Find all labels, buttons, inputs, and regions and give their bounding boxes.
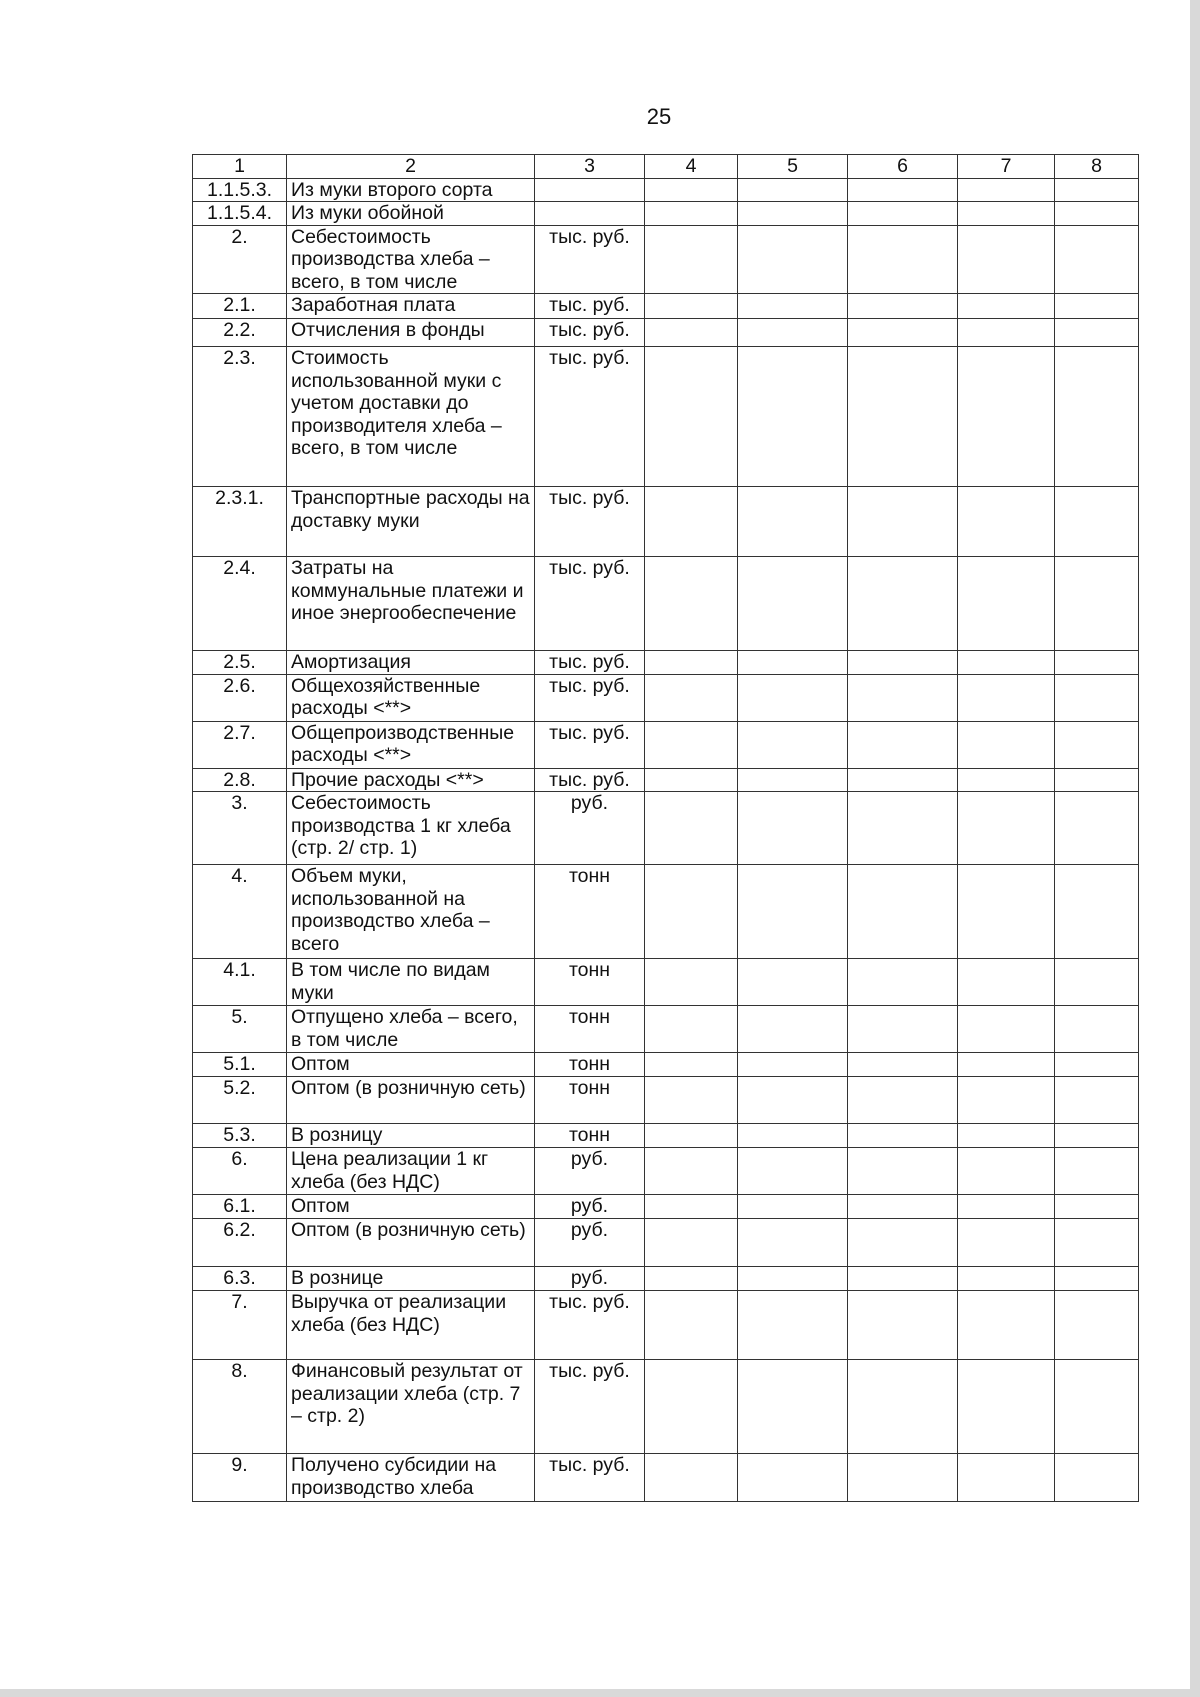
empty-cell-col-7 [958,294,1055,319]
row-number: 2.8. [193,768,287,792]
empty-cell-col-5 [738,225,848,294]
empty-cell-col-5 [738,721,848,768]
row-number: 5. [193,1006,287,1053]
row-name: Оптом [287,1195,535,1219]
row-unit: тыс. руб. [535,721,645,768]
table-row [193,319,1139,347]
table-row [193,1291,1139,1360]
row-name: Стоимость использованной муки с учетом доставки до производителя хлеба – всего, в том числе [287,347,535,487]
table-row [193,347,1139,487]
row-name: Затраты на коммунальные платежи и иное энергообеспечение [287,557,535,651]
row-name: Амортизация [287,651,535,675]
empty-cell-col-7 [958,178,1055,202]
empty-cell-col-6 [848,557,958,651]
table-row [193,225,1139,294]
table-row [193,674,1139,721]
empty-cell-col-8 [1055,1291,1139,1360]
empty-cell-col-7 [958,1454,1055,1502]
row-unit: тонн [535,1124,645,1148]
header-cell-2: 2 [287,155,535,179]
empty-cell-col-4 [645,792,738,865]
empty-cell-col-5 [738,674,848,721]
empty-cell-col-8 [1055,721,1139,768]
row-name: Цена реализации 1 кг хлеба (без НДС) [287,1148,535,1195]
row-number: 5.1. [193,1053,287,1077]
table-row [193,1360,1139,1454]
empty-cell-col-6 [848,959,958,1006]
row-number: 7. [193,1291,287,1360]
row-name: Финансовый результат от реализации хлеба (стр. 7 – стр. 2) [287,1360,535,1454]
row-unit: тыс. руб. [535,294,645,319]
empty-cell-col-8 [1055,959,1139,1006]
empty-cell-col-5 [738,1219,848,1267]
table-row [193,651,1139,675]
empty-cell-col-7 [958,557,1055,651]
row-number: 5.3. [193,1124,287,1148]
empty-cell-col-6 [848,865,958,959]
empty-cell-col-8 [1055,1148,1139,1195]
row-number: 2.3. [193,347,287,487]
row-unit [535,202,645,226]
page-edge-bottom [0,1689,1200,1697]
empty-cell-col-5 [738,768,848,792]
empty-cell-col-6 [848,202,958,226]
row-number: 4.1. [193,959,287,1006]
empty-cell-col-8 [1055,1454,1139,1502]
empty-cell-col-7 [958,1124,1055,1148]
empty-cell-col-6 [848,1219,958,1267]
empty-cell-col-5 [738,959,848,1006]
row-number: 6. [193,1148,287,1195]
empty-cell-col-6 [848,487,958,557]
row-unit [535,178,645,202]
empty-cell-col-8 [1055,319,1139,347]
table-row [193,721,1139,768]
empty-cell-col-5 [738,178,848,202]
empty-cell-col-7 [958,1053,1055,1077]
empty-cell-col-6 [848,1148,958,1195]
empty-cell-col-8 [1055,1267,1139,1291]
empty-cell-col-6 [848,1053,958,1077]
row-unit: тонн [535,1053,645,1077]
row-number: 2.3.1. [193,487,287,557]
header-cell-8: 8 [1055,155,1139,179]
row-number: 1.1.5.3. [193,178,287,202]
row-number: 1.1.5.4. [193,202,287,226]
empty-cell-col-8 [1055,178,1139,202]
row-number: 3. [193,792,287,865]
row-unit: тыс. руб. [535,1291,645,1360]
empty-cell-col-4 [645,651,738,675]
row-number: 6.1. [193,1195,287,1219]
table-row [193,1195,1139,1219]
empty-cell-col-5 [738,1148,848,1195]
table-row [193,865,1139,959]
empty-cell-col-8 [1055,768,1139,792]
table-row [193,1124,1139,1148]
empty-cell-col-7 [958,1077,1055,1124]
header-cell-3: 3 [535,155,645,179]
row-number: 2.2. [193,319,287,347]
row-unit: тыс. руб. [535,487,645,557]
empty-cell-col-6 [848,651,958,675]
empty-cell-col-4 [645,865,738,959]
empty-cell-col-6 [848,294,958,319]
data-table [192,154,1139,1502]
empty-cell-col-6 [848,225,958,294]
row-unit: руб. [535,1267,645,1291]
row-name: Общепроизводственные расходы <**> [287,721,535,768]
empty-cell-col-8 [1055,792,1139,865]
row-name: Общехозяйственные расходы <**> [287,674,535,721]
empty-cell-col-8 [1055,347,1139,487]
empty-cell-col-5 [738,1360,848,1454]
row-name: Себестоимость производства 1 кг хлеба (стр. 2/ стр. 1) [287,792,535,865]
empty-cell-col-4 [645,487,738,557]
row-name: Из муки второго сорта [287,178,535,202]
empty-cell-col-7 [958,1148,1055,1195]
empty-cell-col-4 [645,1077,738,1124]
empty-cell-col-4 [645,1267,738,1291]
empty-cell-col-7 [958,202,1055,226]
empty-cell-col-5 [738,651,848,675]
empty-cell-col-6 [848,1077,958,1124]
empty-cell-col-4 [645,1219,738,1267]
empty-cell-col-7 [958,1291,1055,1360]
row-number: 5.2. [193,1077,287,1124]
empty-cell-col-4 [645,1195,738,1219]
empty-cell-col-5 [738,294,848,319]
row-name: Заработная плата [287,294,535,319]
row-unit: руб. [535,1195,645,1219]
table-row [193,1006,1139,1053]
empty-cell-col-6 [848,1291,958,1360]
empty-cell-col-5 [738,1124,848,1148]
row-name: Оптом (в розничную сеть) [287,1219,535,1267]
row-name: Объем муки, использованной на производство хлеба – всего [287,865,535,959]
row-unit: руб. [535,1219,645,1267]
empty-cell-col-7 [958,959,1055,1006]
row-unit: руб. [535,1148,645,1195]
row-unit: тыс. руб. [535,225,645,294]
empty-cell-col-4 [645,1360,738,1454]
row-number: 4. [193,865,287,959]
empty-cell-col-8 [1055,651,1139,675]
empty-cell-col-7 [958,768,1055,792]
empty-cell-col-8 [1055,487,1139,557]
empty-cell-col-4 [645,1053,738,1077]
row-unit: тыс. руб. [535,1360,645,1454]
header-cell-7: 7 [958,155,1055,179]
empty-cell-col-5 [738,1006,848,1053]
empty-cell-col-5 [738,865,848,959]
row-unit: тыс. руб. [535,347,645,487]
table-row [193,487,1139,557]
empty-cell-col-8 [1055,225,1139,294]
empty-cell-col-6 [848,1195,958,1219]
empty-cell-col-6 [848,674,958,721]
table-row [193,557,1139,651]
row-unit: тыс. руб. [535,674,645,721]
empty-cell-col-7 [958,319,1055,347]
empty-cell-col-4 [645,319,738,347]
table-row [193,959,1139,1006]
header-cell-1: 1 [193,155,287,179]
row-number: 6.3. [193,1267,287,1291]
table-row [193,1148,1139,1195]
row-number: 2. [193,225,287,294]
empty-cell-col-6 [848,721,958,768]
row-number: 2.6. [193,674,287,721]
row-number: 2.4. [193,557,287,651]
empty-cell-col-8 [1055,294,1139,319]
empty-cell-col-7 [958,865,1055,959]
empty-cell-col-5 [738,1077,848,1124]
empty-cell-col-7 [958,1360,1055,1454]
table-row [193,1053,1139,1077]
table-row [193,1219,1139,1267]
empty-cell-col-8 [1055,1006,1139,1053]
row-name: В рознице [287,1267,535,1291]
empty-cell-col-4 [645,1124,738,1148]
empty-cell-col-6 [848,768,958,792]
empty-cell-col-4 [645,1006,738,1053]
table-row [193,1267,1139,1291]
empty-cell-col-7 [958,1195,1055,1219]
empty-cell-col-4 [645,959,738,1006]
empty-cell-col-4 [645,225,738,294]
row-name: Отчисления в фонды [287,319,535,347]
table-row [193,1077,1139,1124]
row-name: В розницу [287,1124,535,1148]
empty-cell-col-7 [958,674,1055,721]
table-row [193,202,1139,226]
row-unit: тыс. руб. [535,319,645,347]
row-number: 8. [193,1360,287,1454]
empty-cell-col-4 [645,294,738,319]
empty-cell-col-7 [958,1267,1055,1291]
row-number: 2.1. [193,294,287,319]
empty-cell-col-4 [645,1291,738,1360]
empty-cell-col-5 [738,1291,848,1360]
empty-cell-col-4 [645,768,738,792]
row-name: Себестоимость производства хлеба – всего, в том числе [287,225,535,294]
header-cell-5: 5 [738,155,848,179]
empty-cell-col-4 [645,721,738,768]
row-unit: тыс. руб. [535,1454,645,1502]
empty-cell-col-8 [1055,865,1139,959]
empty-cell-col-6 [848,1124,958,1148]
empty-cell-col-4 [645,178,738,202]
row-unit: тыс. руб. [535,651,645,675]
row-name: Транспортные расходы на доставку муки [287,487,535,557]
empty-cell-col-6 [848,1006,958,1053]
empty-cell-col-6 [848,1454,958,1502]
row-name: Выручка от реализации хлеба (без НДС) [287,1291,535,1360]
header-cell-4: 4 [645,155,738,179]
page-edge-right [1190,0,1200,1697]
empty-cell-col-7 [958,1006,1055,1053]
empty-cell-col-7 [958,1219,1055,1267]
empty-cell-col-8 [1055,1077,1139,1124]
empty-cell-col-5 [738,487,848,557]
table-row [193,178,1139,202]
empty-cell-col-7 [958,225,1055,294]
empty-cell-col-5 [738,319,848,347]
page-number: 25 [646,104,672,129]
empty-cell-col-4 [645,1148,738,1195]
empty-cell-col-4 [645,347,738,487]
row-unit: тыс. руб. [535,557,645,651]
empty-cell-col-5 [738,1267,848,1291]
row-unit: тонн [535,959,645,1006]
empty-cell-col-6 [848,1360,958,1454]
row-unit: тыс. руб. [535,768,645,792]
row-unit: тонн [535,1077,645,1124]
empty-cell-col-4 [645,1454,738,1502]
row-number: 6.2. [193,1219,287,1267]
empty-cell-col-8 [1055,1360,1139,1454]
empty-cell-col-4 [645,674,738,721]
empty-cell-col-6 [848,319,958,347]
empty-cell-col-5 [738,557,848,651]
empty-cell-col-7 [958,721,1055,768]
row-name: Оптом [287,1053,535,1077]
empty-cell-col-7 [958,792,1055,865]
empty-cell-col-8 [1055,674,1139,721]
row-unit: руб. [535,792,645,865]
table-row [193,1454,1139,1502]
empty-cell-col-5 [738,792,848,865]
empty-cell-col-8 [1055,1124,1139,1148]
empty-cell-col-5 [738,1195,848,1219]
empty-cell-col-6 [848,792,958,865]
empty-cell-col-8 [1055,1219,1139,1267]
empty-cell-col-6 [848,1267,958,1291]
row-name: В том числе по видам муки [287,959,535,1006]
row-unit: тонн [535,1006,645,1053]
table-row [193,792,1139,865]
row-number: 2.7. [193,721,287,768]
empty-cell-col-5 [738,202,848,226]
table-header-row [193,155,1139,179]
empty-cell-col-7 [958,487,1055,557]
row-name: Получено субсидии на производство хлеба [287,1454,535,1502]
empty-cell-col-7 [958,651,1055,675]
row-unit: тонн [535,865,645,959]
empty-cell-col-8 [1055,1053,1139,1077]
row-name: Оптом (в розничную сеть) [287,1077,535,1124]
empty-cell-col-5 [738,1053,848,1077]
empty-cell-col-5 [738,1454,848,1502]
table-row [193,294,1139,319]
empty-cell-col-4 [645,557,738,651]
empty-cell-col-6 [848,347,958,487]
empty-cell-col-6 [848,178,958,202]
row-number: 9. [193,1454,287,1502]
table-row [193,768,1139,792]
row-name: Отпущено хлеба – всего, в том числе [287,1006,535,1053]
row-number: 2.5. [193,651,287,675]
empty-cell-col-8 [1055,202,1139,226]
row-name: Из муки обойной [287,202,535,226]
empty-cell-col-8 [1055,1195,1139,1219]
header-cell-6: 6 [848,155,958,179]
row-name: Прочие расходы <**> [287,768,535,792]
empty-cell-col-7 [958,347,1055,487]
empty-cell-col-4 [645,202,738,226]
empty-cell-col-8 [1055,557,1139,651]
empty-cell-col-5 [738,347,848,487]
